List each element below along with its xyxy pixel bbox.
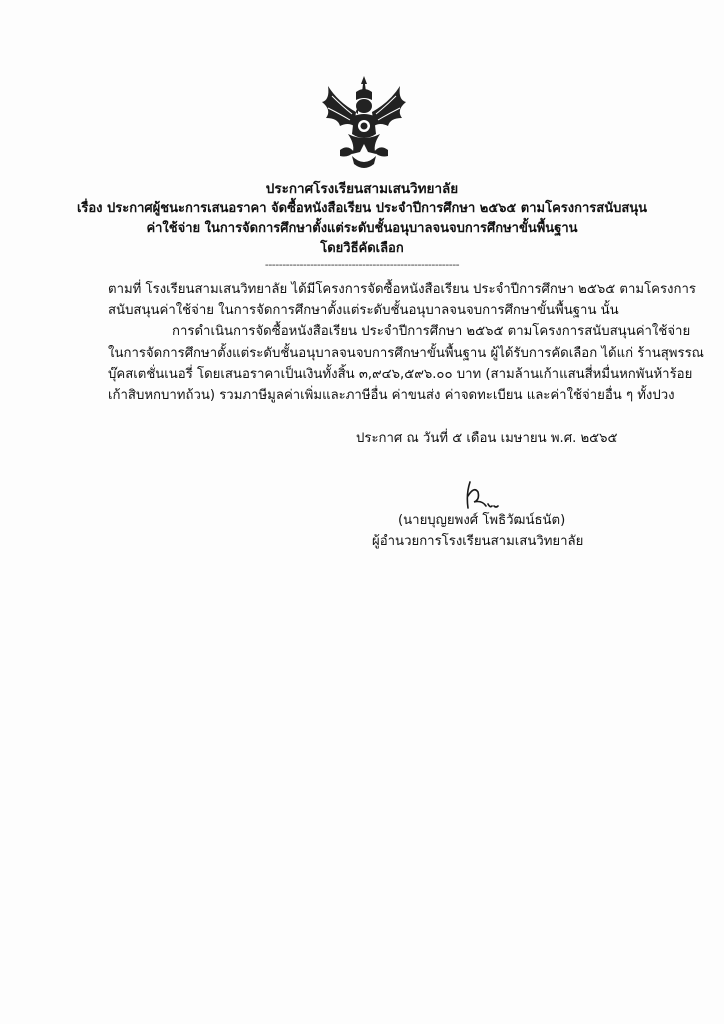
paragraph-2-line-1: การดำเนินการจัดซื้อหนังสือเรียน ประจำปีการศึกษา ๒๕๖๕ ตามโครงการสนับสนุนค่าใช้จ่าย	[172, 324, 691, 339]
document-title: ประกาศโรงเรียนสามเสนวิทยาลัย	[265, 181, 459, 197]
garuda-emblem-icon	[318, 72, 410, 172]
signatory-position: ผู้อำนวยการโรงเรียนสามเสนวิทยาลัย	[372, 534, 584, 549]
paragraph-2-line-2: ในการจัดการศึกษาตั้งแต่ระดับชั้นอนุบาลจนจบการศึกษาขั้นพื้นฐาน ผู้ได้รับการคัดเลือก ได้แก่ ร้านสุพรรณ	[108, 346, 704, 361]
subject-line-1: เรื่อง ประกาศผู้ชนะการเสนอราคา จัดซื้อหนังสือเรียน ประจำปีการศึกษา ๒๕๖๕ ตามโครงการสนับสนุน	[76, 201, 648, 216]
paragraph-2-line-3: บุ๊คสเตชั่นเนอรี่ โดยเสนอราคาเป็นเงินทั้งสิ้น ๓,๙๔๖,๕๙๖.๐๐ บาท (สามล้านเก้าแสนสี่หมื่นหกพันห้าร้อย	[108, 367, 693, 382]
handwritten-signature-icon	[452, 478, 512, 514]
announcement-date: ประกาศ ณ วันที่ ๕ เดือน เมษายน พ.ศ. ๒๕๖๕	[356, 431, 618, 446]
paragraph-1-line-2: สนับสนุนค่าใช้จ่าย ในการจัดการศึกษาตั้งแต่ระดับชั้นอนุบาลจนจบการศึกษาขั้นพื้นฐาน นั้น	[108, 303, 619, 318]
subject-line-3: โดยวิธีคัดเลือก	[320, 241, 404, 256]
paragraph-1-line-1: ตามที่ โรงเรียนสามเสนวิทยาลัย ได้มีโครงการจัดซื้อหนังสือเรียน ประจำปีการศึกษา ๒๕๖๕ ตามโครงการ	[108, 282, 696, 297]
header-divider: --------------------------------------------------------	[264, 258, 460, 271]
subject-line-2: ค่าใช้จ่าย ในการจัดการศึกษาตั้งแต่ระดับชั้นอนุบาลจนจบการศึกษาขั้นพื้นฐาน	[146, 221, 578, 236]
signatory-name: (นายบุญยพงศ์ โพธิวัฒน์ธนัต)	[398, 513, 566, 528]
paragraph-2-line-4: เก้าสิบหกบาทถ้วน) รวมภาษีมูลค่าเพิ่มและภาษีอื่น ค่าขนส่ง ค่าจดทะเบียน และค่าใช้จ่ายอื่น ๆ ทั้งปวง	[108, 388, 675, 403]
